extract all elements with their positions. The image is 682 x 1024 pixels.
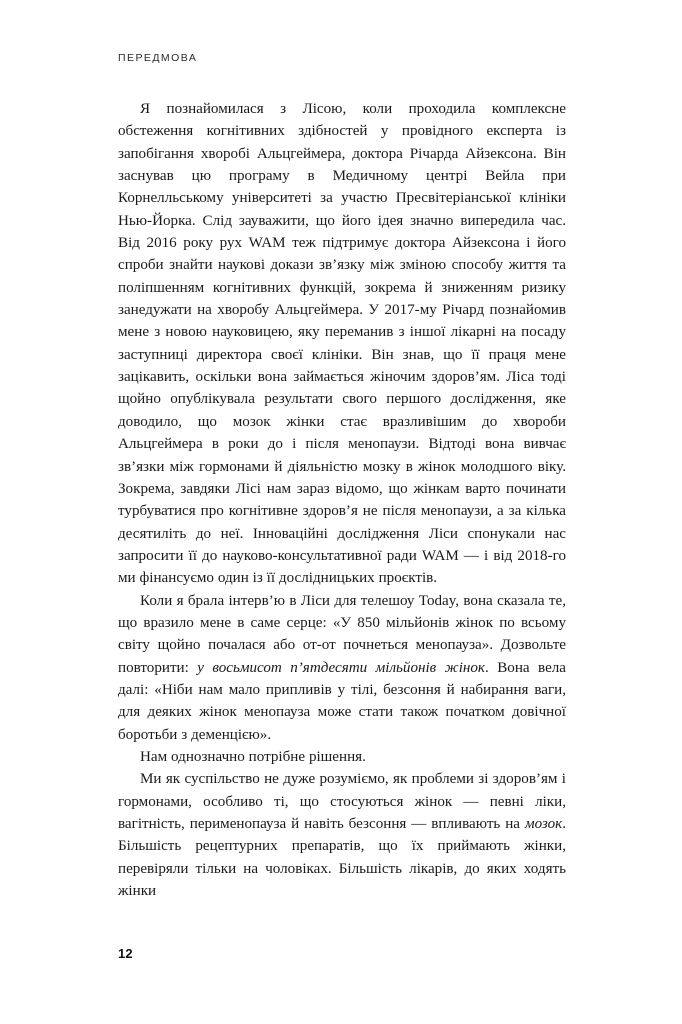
- body-text-run: Коли я брала інтерв’ю в Ліси для телешоу Today, вона сказала те, що вразило мене в саме серце: «У 850 мільйонів жінок по всьому світу щойно почалася або от-от почнеться менопауза». Дозвольте повторити:: [118, 592, 566, 676]
- body-text-run: Нам однозначно потрібне рішення.: [140, 748, 366, 765]
- running-head: ПЕРЕДМОВА: [118, 52, 198, 64]
- body-paragraph: [118, 746, 566, 768]
- emphasis-text: у восьмисот п’ятдесяти мільйонів жінок: [197, 659, 485, 676]
- body-text-run: . Більшість рецептурних препаратів, що їх приймають жінки, перевіряли тільки на чоловіках. Більшість лікарів, до яких ходять жінки: [118, 816, 566, 900]
- body-paragraph: [118, 590, 566, 746]
- body-text-run: Я познайомилася з Лісою, коли проходила комплексне обстеження когнітивних здібностей у провідного експерта із запобігання хворобі Альцгеймера, доктора Річарда Айзексона. Він заснував цю програму в Медичному центрі Вейла при Корнелльському університеті за участю Пресвітеріанської клініки Нью-Йорка. Слід зауважити, що його ідея значно випередила час. Від 2016 року рух WAM теж підтримує доктора Айзексона і його спроби знайти наукові докази зв’язку між зміною способу життя та поліпшенням когнітивних функцій, зокрема й зниженням ризику занедужати на хворобу Альцгеймера. У 2017-му Річард познайомив мене з новою науковицею, яку переманив з іншої лікарні на посаду заступниці директора своєї клініки. Він знав, що її праця мене зацікавить, оскільки вона займається жіночим здоров’ям. Ліса тоді щойно опублікувала результати свого першого дослідження, яке доводило, що мозок жінки стає вразливішим до хвороби Альцгеймера в роки до і після менопаузи. Відтоді вона вивчає зв’язки між гормонами й діяльністю мозку в жінок молодшого віку. Зокрема, завдяки Лісі нам зараз відомо, що жінкам варто починати турбуватися про когнітивне здоров’я не після менопаузи, а за кілька десятиліть до неї. Інноваційні дослідження Ліси спонукали нас запросити її до науково-консультативної ради WAM — і від 2018-го ми фінансуємо один із її дослідницьких проєктів.: [118, 101, 566, 587]
- body-text-run: . Вона вела далі: «Ніби нам мало припливів у тілі, безсоння й набирання ваги, для деяких жінок менопауза може стати також початком довічної боротьби з деменцією».: [118, 659, 566, 743]
- page-number: 12: [118, 946, 133, 961]
- body-paragraph: [118, 768, 566, 902]
- body-text-block: [118, 98, 566, 902]
- body-text-run: Ми як суспільство не дуже розуміємо, як проблеми зі здоров’ям і гормонами, особливо ті, що стосуються жінок — певні ліки, вагітність, перименопауза й навіть безсоння — впливають на: [118, 771, 566, 832]
- emphasis-text: мозок: [524, 816, 563, 832]
- body-paragraph: [118, 98, 566, 590]
